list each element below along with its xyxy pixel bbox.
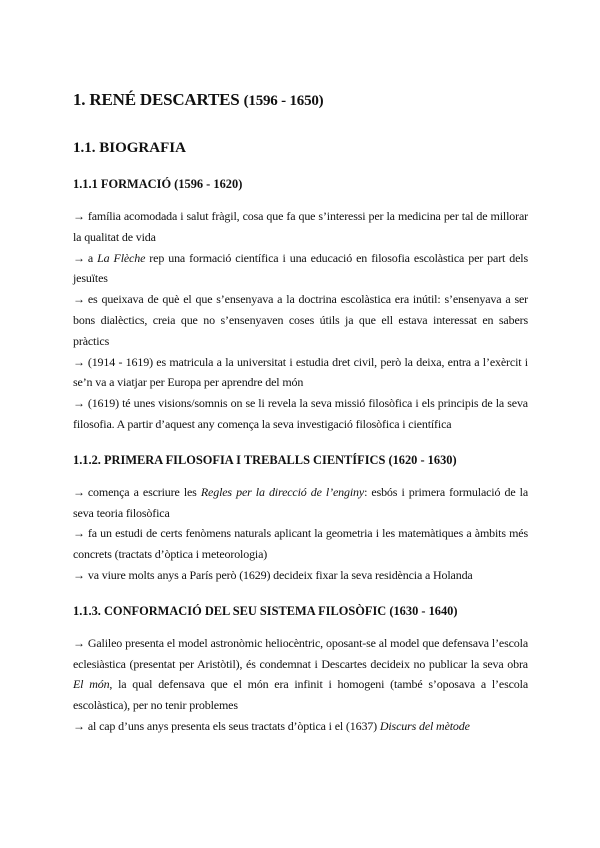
arrow-icon: → [73, 635, 85, 650]
arrow-icon: → [73, 209, 85, 223]
arrow-icon: → [73, 354, 85, 369]
arrow-icon: → [73, 292, 85, 307]
list-item: → al cap d’uns anys presenta els seus tractats d’òptica i el (1637) Discurs del mètode [73, 718, 470, 733]
arrow-icon: → [73, 484, 85, 499]
section-subtitle: 1.1. BIOGRAFIA [73, 140, 186, 156]
list-item: → (1619) té unes visions/somnis on se li revela la seva missió filosòfica i els principis de la seva filosofia. A partir d’aquest any comença la seva investigació filosòfica i científica [73, 396, 528, 431]
arrow-icon: → [73, 718, 85, 733]
document-title [73, 90, 528, 110]
section-conformacio [73, 604, 528, 737]
list-item: → es queixava de què el que s’ensenyava a la doctrina escolàstica era inútil: s’ensenyava a ser bons dialèctics, creia que no s’ensenyaven coses útils ja que ell estava interessat en sabers pràctics [73, 292, 528, 348]
section-formacio [73, 177, 528, 435]
list-item: → família acomodada i salut fràgil, cosa que fa que s’interessi per la medicina per tal de millorar la qualitat de vida [73, 209, 528, 244]
list-item: → (1914 - 1619) es matricula a la universitat i estudia dret civil, però la deixa, entra a l’exèrcit i se’n va a viatjar per Europa per aprendre del món [73, 354, 528, 390]
section-heading: 1.1.2. PRIMERA FILOSOFIA I TREBALLS CIENTÍFICS (1620 - 1630) [73, 452, 457, 467]
arrow-icon: → [73, 250, 85, 265]
list-item: → a La Flèche rep una formació científica i una educació en filosofia escolàstica per part dels jesuïtes [73, 250, 529, 286]
work-title: La Flèche [97, 250, 146, 265]
list-item: → va viure molts anys a París però (1629) decideix fixar la seva residència a Holanda [73, 567, 473, 582]
arrow-icon: → [73, 567, 85, 582]
section-heading: 1.1.1 FORMACIÓ (1596 - 1620) [73, 177, 243, 191]
work-title: Discurs del mètode [379, 718, 470, 733]
list-item: → Galileo presenta el model astronòmic heliocèntric, oposant-se al model que defensava l’escola eclesiàstica (presentat per Aristòtil), és condemnat i Descartes decideix no publicar la seva obra El món, la qual defensava que el món era infinit i homogeni (també s’oposava a l’escola escolàstica), per no tenir problemes [73, 635, 528, 713]
arrow-icon: → [73, 396, 85, 411]
section-primera-filosofia [73, 453, 528, 586]
section-heading: 1.1.3. CONFORMACIÓ DEL SEU SISTEMA FILOSÒFIC (1630 - 1640) [73, 603, 458, 618]
title-years: (1596 - 1650) [243, 93, 324, 109]
work-title: Regles per la direcció de l’enginy [200, 484, 365, 499]
arrow-icon: → [73, 526, 85, 541]
list-item: → comença a escriure les Regles per la direcció de l’enginy: esbós i primera formulació de la seva teoria filosòfica [73, 484, 528, 520]
list-item: → fa un estudi de certs fenòmens naturals aplicant la geometria i les matemàtiques a àmbits més concrets (tractats d’òptica i meteorologia) [73, 526, 528, 562]
work-title: El món [73, 677, 110, 692]
title-main: 1. RENÉ DESCARTES [73, 90, 240, 109]
